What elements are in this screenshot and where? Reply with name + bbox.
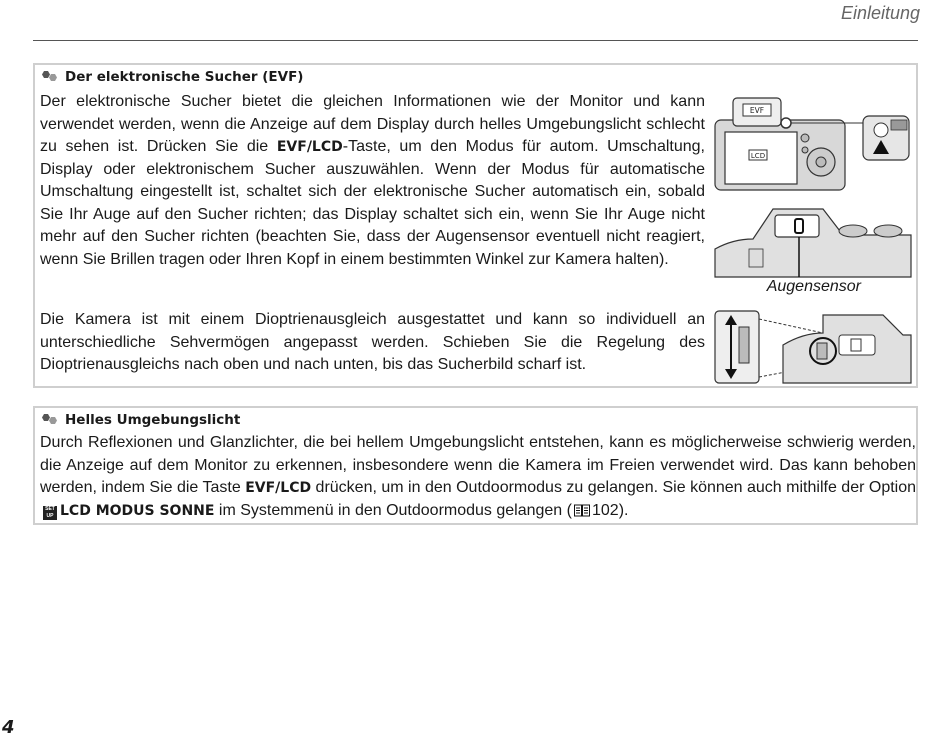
light-p1-part-d: ).	[618, 501, 629, 519]
page-reference: 102	[591, 501, 619, 519]
evf-note-title	[40, 69, 303, 85]
evf-note-box	[33, 63, 918, 388]
bright-light-note-title	[40, 412, 240, 428]
section-title: Einleitung	[840, 3, 920, 23]
light-p1-part-a: Durch Reflexionen und Glanzlichter, die bei hellem Umgebungslicht entstehen, kann es möglicherweise schwierig werden, die Anzeige auf dem Monitor zu erkennen, insbesondere wenn die Kamera im Freien verwendet wird. Das kann behoben werden, indem Sie die Taste	[40, 434, 916, 496]
dioptre-illustration	[713, 305, 913, 385]
eye-sensor-illustration	[713, 199, 913, 279]
evf-lcd-key-label: EVF/LCD	[245, 480, 312, 496]
header-rule	[33, 40, 918, 41]
bright-light-paragraph	[40, 432, 916, 524]
setup-menu-icon: SET UP	[43, 506, 57, 520]
camera-back-illustration	[713, 92, 913, 192]
note-hex-icon	[40, 70, 60, 84]
bright-light-note-box	[33, 406, 918, 525]
light-p1-part-c: im Systemmenü in den Outdoormodus gelangen (	[214, 501, 572, 519]
evf-lcd-key-label: EVF/LCD	[276, 139, 343, 155]
evf-p1-part-b: -Taste, um den Modus für autom. Umschaltung, Display oder elektronischem Sucher auszuwählen. Wenn der Modus für automatische Umschaltung eingestellt ist, schaltet sich der elektronische Sucher automatisch ein, sobald Sie Ihr Auge auf den Sucher richten; das Display schaltet sich ein, wenn Sie Ihr Auge nicht mehr auf den Sucher richten (beachten Sie, dass der Augensensor eventuell nicht reagiert, wenn Sie Brillen tragen oder Ihren Kopf in einem bestimmten Winkel zur Kamera halten).	[40, 138, 705, 268]
book-reference-icon	[574, 502, 590, 525]
evf-p1-part-a: Der elektronische Sucher bietet die gleichen Informationen wie der Monitor und kann verwendet werden, wenn die Anzeige auf dem Display durch helles Umgebungslicht schlecht zu sehen ist. Drücken Sie die	[40, 93, 705, 155]
evf-paragraph-2: Die Kamera ist mit einem Dioptrienausgleich ausgestattet und kann so individuell an unterschiedliche Sehvermögen angepasst werden. Schieben Sie die Regelung des Dioptrienausgleichs nach oben und nach unten, bis das Sucherbild scharf ist.	[40, 311, 705, 373]
evf-paragraph-1	[40, 91, 705, 271]
note-hex-icon	[40, 413, 60, 427]
evf-label: EVF	[749, 106, 765, 115]
evf-title-text: Der elektronische Sucher (EVF)	[65, 69, 304, 85]
illustration-caption: Augensensor	[766, 278, 861, 295]
page-number: 4	[2, 717, 15, 738]
lcd-label: LCD	[750, 152, 766, 160]
bright-light-title-text: Helles Umgebungslicht	[65, 412, 241, 428]
lcd-sun-mode-option: LCD MODUS SONNE	[60, 502, 215, 519]
light-p1-part-b: drücken, um in den Outdoormodus zu gelangen. Sie können auch mithilfe der Option	[311, 479, 917, 496]
